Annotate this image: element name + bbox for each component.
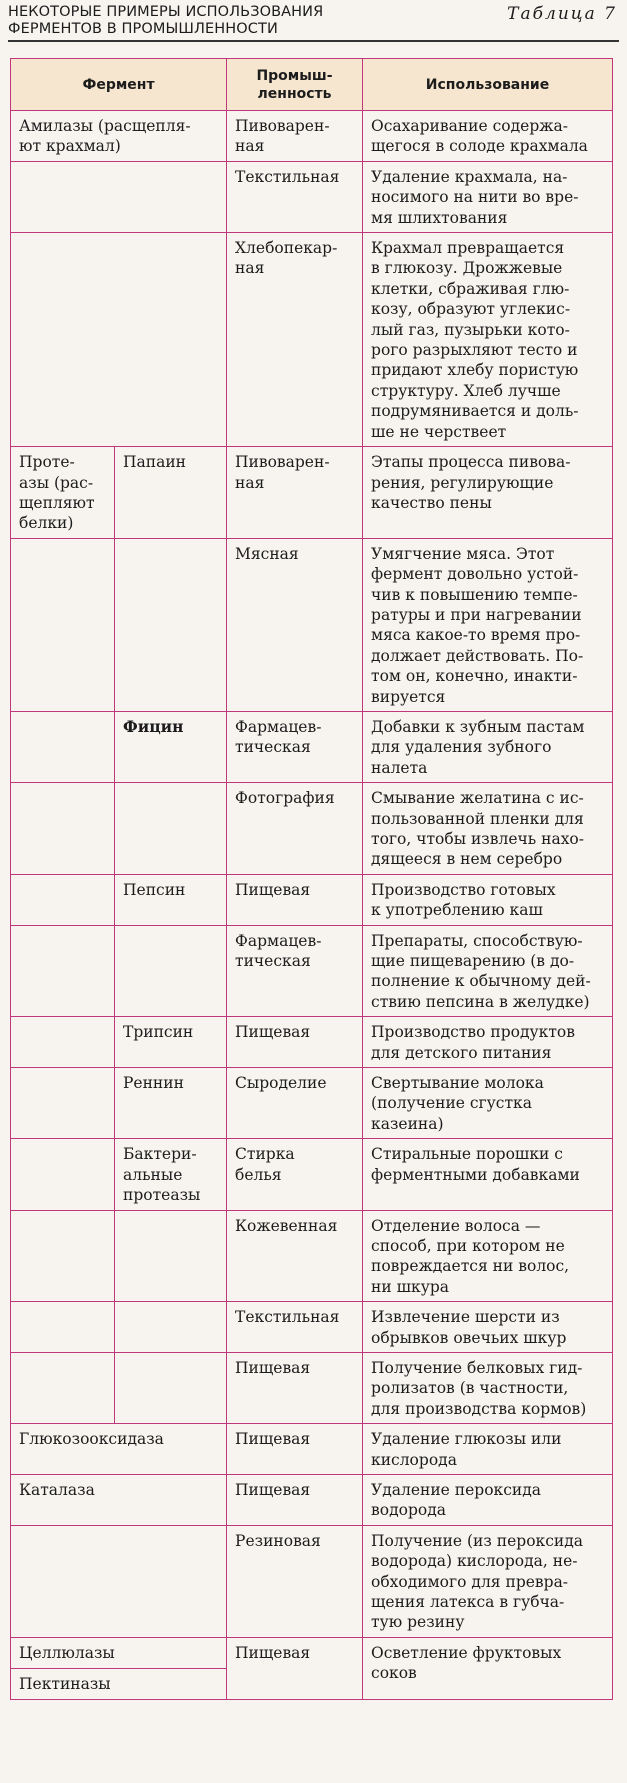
usage-cell: Удаление глюкозы или кислорода [363, 1424, 613, 1475]
industry-cell: Текстильная [227, 1302, 363, 1353]
usage-cell: Извлечение шерсти из обрывков овечьих шкур [363, 1302, 613, 1353]
table-row [11, 1637, 613, 1699]
enzyme-cell [115, 1210, 227, 1302]
industry-cell: Пищевая [227, 1637, 363, 1699]
table-row [11, 161, 613, 232]
table-row [11, 1302, 613, 1353]
industry-cell: Мясная [227, 538, 363, 711]
enzyme-group-cell [11, 233, 227, 447]
table-row [11, 1424, 613, 1475]
enzyme-group-cell [11, 925, 115, 1017]
enzyme-group-cell: Глюкозооксидаза [11, 1424, 227, 1475]
industry-cell: Стирка белья [227, 1139, 363, 1210]
industry-cell: Пищевая [227, 1352, 363, 1423]
table-row [11, 1352, 613, 1423]
table-row [11, 1525, 613, 1637]
caption-line: НЕКОТОРЫЕ ПРИМЕРЫ ИСПОЛЬЗОВАНИЯ [8, 4, 324, 20]
industry-cell: Хлебопекар- ная [227, 233, 363, 447]
enzyme-cell: Реннин [115, 1068, 227, 1139]
enzyme-group-cell: Амилазы (расщепля- ют крахмал) [11, 111, 227, 162]
table-row [11, 1474, 613, 1525]
table-row [11, 447, 613, 539]
enzyme-cell [115, 1352, 227, 1423]
industry-cell: Пивоварен- ная [227, 111, 363, 162]
enzyme-group-cell [11, 1210, 115, 1302]
usage-cell: Получение белковых гид- ролизатов (в частности, для производства кормов) [363, 1352, 613, 1423]
enzyme-group-cell: Каталаза [11, 1474, 227, 1525]
table-number: Таблица 7 [507, 4, 617, 24]
table-row [11, 783, 613, 875]
enzyme-cell: Трипсин [115, 1017, 227, 1068]
enzyme-cell: Пепсин [115, 874, 227, 925]
industry-cell: Пищевая [227, 874, 363, 925]
usage-cell: Этапы процесса пивова- рения, регулирующие качество пены [363, 447, 613, 539]
usage-cell: Удаление пероксида водорода [363, 1474, 613, 1525]
usage-cell: Стиральные порошки с ферментными добавками [363, 1139, 613, 1210]
table-row [11, 233, 613, 447]
usage-cell: Добавки к зубным пастам для удаления зубного налета [363, 711, 613, 782]
industry-cell: Пищевая [227, 1017, 363, 1068]
table-row [11, 1139, 613, 1210]
col-header-usage: Использование [363, 59, 613, 111]
enzyme-group-cell [11, 1525, 227, 1637]
usage-cell: Крахмал превращается в глюкозу. Дрожжевые клетки, сбраживая глю- козу, образуют углекис- лый газ, пузырьки кото- рого разрыхляют тесто и придают хлебу пористую структуру. Хлеб лучше подрумянивается и доль- ше не черствеет [363, 233, 613, 447]
enzyme-group-cell [11, 783, 115, 875]
enzyme-group-cell [11, 1139, 115, 1210]
usage-cell: Умягчение мяса. Этот фермент довольно устой- чив к повышению темпе- ратуры и при нагревании мяса какое-то время про- должает действовать. По- том он, конечно, инакти- вируется [363, 538, 613, 711]
enzyme-group-cell [11, 1068, 115, 1139]
header-row [11, 59, 613, 111]
usage-cell: Получение (из пероксида водорода) кислорода, не- обходимого для превра- щения латекса в губча- тую резину [363, 1525, 613, 1637]
enzyme-cell [115, 783, 227, 875]
enzymes-table [10, 58, 613, 1700]
table-row [11, 538, 613, 711]
col-header-enzyme: Фермент [11, 59, 227, 111]
usage-cell: Производство готовых к употреблению каш [363, 874, 613, 925]
usage-cell: Удаление крахмала, на- носимого на нити во вре- мя шлихтования [363, 161, 613, 232]
industry-cell: Текстильная [227, 161, 363, 232]
enzyme-cell [115, 538, 227, 711]
industry-cell: Фотография [227, 783, 363, 875]
industry-cell: Фармацев- тическая [227, 711, 363, 782]
enzyme-cell: Папаин [115, 447, 227, 539]
table-row [11, 1017, 613, 1068]
usage-cell: Осветление фруктовых соков [363, 1637, 613, 1699]
divider: Пектиназы [11, 1668, 226, 1694]
table-row [11, 111, 613, 162]
caption-line: ФЕРМЕНТОВ В ПРОМЫШЛЕННОСТИ [8, 21, 278, 37]
enzyme-group-cell [11, 1302, 115, 1353]
industry-cell: Пищевая [227, 1474, 363, 1525]
usage-cell: Отделение волоса — способ, при котором не повреждается ни волос, ни шкура [363, 1210, 613, 1302]
industry-cell: Резиновая [227, 1525, 363, 1637]
table-row [11, 1068, 613, 1139]
enzyme-group-cell [11, 874, 115, 925]
usage-cell: Осахаривание содержа- щегося в солоде крахмала [363, 111, 613, 162]
enzyme-group-cell [11, 1017, 115, 1068]
enzyme-cell [115, 925, 227, 1017]
enzyme-group-cell [11, 538, 115, 711]
industry-cell: Фармацев- тическая [227, 925, 363, 1017]
industry-cell: Кожевенная [227, 1210, 363, 1302]
industry-cell: Пивоварен- ная [227, 447, 363, 539]
table-header [8, 2, 619, 42]
enzyme-cell: Бактери- альные протеазы [115, 1139, 227, 1210]
table-row [11, 925, 613, 1017]
header-rule [8, 40, 619, 42]
enzyme-group-cell: Целлюлазы Пектиназы [11, 1637, 227, 1699]
col-header-industry: Промыш-ленность [227, 59, 363, 111]
enzyme-group-cell [11, 1352, 115, 1423]
usage-cell: Смывание желатина с ис- пользованной пленки для того, чтобы извлечь нахо- дящееся в нем серебро [363, 783, 613, 875]
usage-cell: Производство продуктов для детского питания [363, 1017, 613, 1068]
industry-cell: Сыроделие [227, 1068, 363, 1139]
enzyme-group-cell: Проте- азы (рас- щепляют белки) [11, 447, 115, 539]
enzyme-group-cell [11, 161, 227, 232]
usage-cell: Препараты, способствую- щие пищеварению (в до- полнение к обычному дей- ствию пепсина в желудке) [363, 925, 613, 1017]
industry-cell: Пищевая [227, 1424, 363, 1475]
table-row [11, 874, 613, 925]
table-row [11, 1210, 613, 1302]
enzyme-cell: Фицин [115, 711, 227, 782]
table-row [11, 711, 613, 782]
enzyme-cell [115, 1302, 227, 1353]
usage-cell: Свертывание молока (получение сгустка казеина) [363, 1068, 613, 1139]
table-caption [8, 4, 323, 38]
enzyme-group-cell [11, 711, 115, 782]
